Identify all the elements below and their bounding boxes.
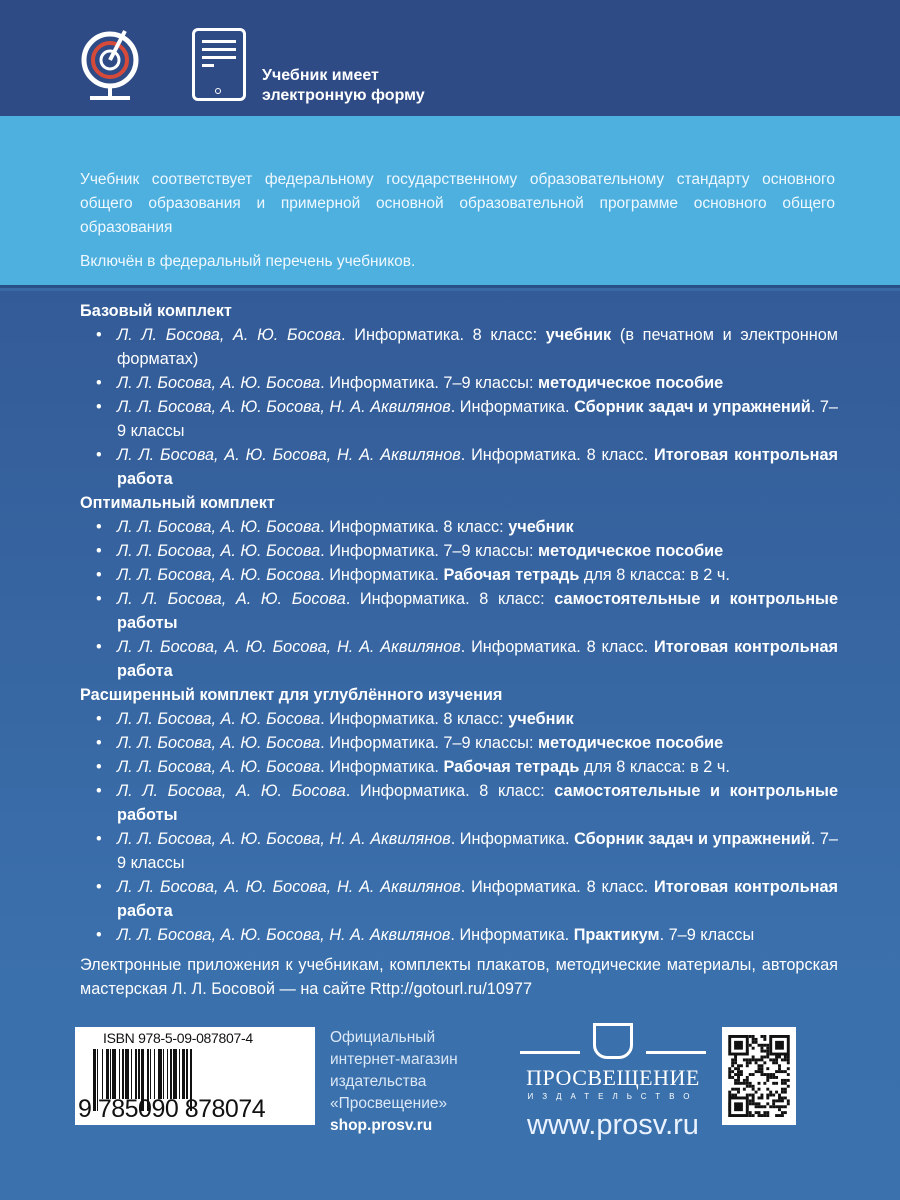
authors: Л. Л. Босова, А. Ю. Босова (117, 566, 321, 584)
fgos-logo-icon (80, 28, 140, 102)
barcode-bars (93, 1049, 303, 1101)
list-item (80, 827, 838, 875)
publisher-logo-icon (593, 1023, 633, 1059)
book-type: учебник (508, 710, 574, 728)
book-text: . 7–9 классы (117, 830, 838, 872)
list-item (80, 515, 838, 539)
qr-code-icon[interactable] (722, 1027, 796, 1125)
book-type: Рабочая тетрадь (443, 566, 580, 584)
authors: Л. Л. Босова, А. Ю. Босова (117, 374, 321, 392)
shop-line2: интернет-магазин (330, 1051, 458, 1068)
list-item (80, 443, 838, 491)
book-type: методическое пособие (538, 374, 724, 392)
list-item (80, 323, 838, 371)
shop-url[interactable]: shop.prosv.ru (330, 1117, 433, 1134)
list-item (80, 539, 838, 563)
section-title: Расширенный комплект для углублённого изучения (80, 686, 503, 704)
book-text: . Информатика. (450, 830, 575, 848)
authors: Л. Л. Босова, А. Ю. Босова, Н. А. Аквилянов (117, 926, 451, 944)
book-type: Итоговая контрольная работа (117, 878, 838, 920)
book-text: . 7–9 классы (117, 398, 838, 440)
eform-line1: Учебник имеет (262, 67, 379, 84)
book-type: Итоговая контрольная работа (117, 446, 838, 488)
list-item (80, 563, 838, 587)
shop-line3: издательства (330, 1073, 427, 1090)
tablet-icon (192, 28, 246, 101)
section-title: Базовый комплект (80, 302, 232, 320)
shop-line4: «Просвещение» (330, 1095, 448, 1112)
authors: Л. Л. Босова, А. Ю. Босова (117, 326, 342, 344)
authors: Л. Л. Босова, А. Ю. Босова, Н. А. Аквилянов (117, 878, 461, 896)
list-item (80, 395, 838, 443)
list-item (80, 707, 838, 731)
book-text: . Информатика. 8 класс. (460, 878, 654, 896)
book-type: методическое пособие (538, 734, 724, 752)
list-item (80, 371, 838, 395)
book-text: . Информатика. 7–9 классы: (320, 542, 539, 560)
book-text: . Информатика. (320, 566, 444, 584)
book-text: . Информатика. 8 класс: (345, 590, 555, 608)
list-item (80, 875, 838, 923)
book-text: . Информатика. 8 класс: (341, 326, 546, 344)
book-text: . Информатика. 8 класс: (320, 518, 509, 536)
kit-list (80, 299, 838, 1001)
book-text: . Информатика. 8 класс. (460, 446, 654, 464)
book-text: . Информатика. (450, 398, 575, 416)
footer-note: Электронные приложения к учебникам, комплекты плакатов, методические материалы, авторская мастерская Л. Л. Босовой — на сайте Rttp://gotourl.ru/10977 (80, 956, 838, 998)
isbn-barcode (75, 1027, 315, 1125)
publisher-name: ПРОСВЕЩЕНИЕ (526, 1065, 700, 1090)
federal-list-text: Включён в федеральный перечень учебников. (80, 253, 416, 270)
authors: Л. Л. Босова, А. Ю. Босова (117, 758, 321, 776)
book-type: Рабочая тетрадь (443, 758, 580, 776)
authors: Л. Л. Босова, А. Ю. Босова (117, 734, 321, 752)
book-text: . 7–9 классы (659, 926, 755, 944)
shop-info (330, 1027, 458, 1137)
book-type: методическое пособие (538, 542, 724, 560)
authors: Л. Л. Босова, А. Ю. Босова, Н. А. Аквилянов (117, 446, 461, 464)
list-item (80, 635, 838, 683)
book-text: . Информатика. 8 класс. (460, 638, 654, 656)
authors: Л. Л. Босова, А. Ю. Босова, Н. А. Аквилянов (117, 830, 451, 848)
book-type: учебник (508, 518, 574, 536)
publisher-url[interactable]: www.prosv.ru (527, 1109, 699, 1141)
book-text: . Информатика. (320, 758, 444, 776)
list-item (80, 923, 838, 947)
section-title: Оптимальный комплект (80, 494, 275, 512)
list-item (80, 731, 838, 755)
authors: Л. Л. Босова, А. Ю. Босова (117, 710, 321, 728)
isbn-label: ISBN 978-5-09-087807-4 (103, 1030, 253, 1046)
book-type: учебник (545, 326, 612, 344)
book-text: . Информатика. 8 класс: (345, 782, 555, 800)
book-type: Итоговая контрольная работа (117, 638, 838, 680)
book-type: Практикум (573, 926, 660, 944)
isbn-digits: 9 785090 878074 (78, 1095, 266, 1123)
book-text: . Информатика. (450, 926, 574, 944)
shop-line1: Официальный (330, 1029, 436, 1046)
authors: Л. Л. Босова, А. Ю. Босова, Н. А. Аквилянов (117, 638, 461, 656)
book-text: . Информатика. 7–9 классы: (320, 734, 539, 752)
book-type: самостоятельные и контрольные работы (117, 590, 838, 632)
authors: Л. Л. Босова, А. Ю. Босова (117, 782, 346, 800)
book-type: Сборник задач и упражнений (574, 830, 811, 848)
authors: Л. Л. Босова, А. Ю. Босова (117, 542, 321, 560)
authors: Л. Л. Босова, А. Ю. Босова (117, 590, 346, 608)
book-type: Сборник задач и упражнений (574, 398, 811, 416)
top-bar (0, 0, 900, 116)
authors: Л. Л. Босова, А. Ю. Босова (117, 518, 321, 536)
book-text: (в печатном и электронном форматах) (117, 326, 838, 368)
book-type: самостоятельные и контрольные работы (117, 782, 838, 824)
book-text: для 8 класса: в 2 ч. (579, 758, 730, 776)
list-item (80, 755, 838, 779)
publisher-subtitle: ИЗДАТЕЛЬСТВО (527, 1092, 699, 1101)
authors: Л. Л. Босова, А. Ю. Босова, Н. А. Аквилянов (117, 398, 451, 416)
standard-text: Учебник соответствует федеральному государственному образовательному стандарту основного общего образования и примерной основной образовательной программе основного общего образования (80, 171, 835, 236)
book-text: . Информатика. 7–9 классы: (320, 374, 539, 392)
eform-line2: электронную форму (262, 87, 425, 104)
list-item (80, 587, 838, 635)
list-item (80, 779, 838, 827)
publisher-block (508, 1023, 718, 1142)
book-text: для 8 класса: в 2 ч. (579, 566, 730, 584)
book-text: . Информатика. 8 класс: (320, 710, 509, 728)
electronic-form-label (262, 66, 522, 106)
